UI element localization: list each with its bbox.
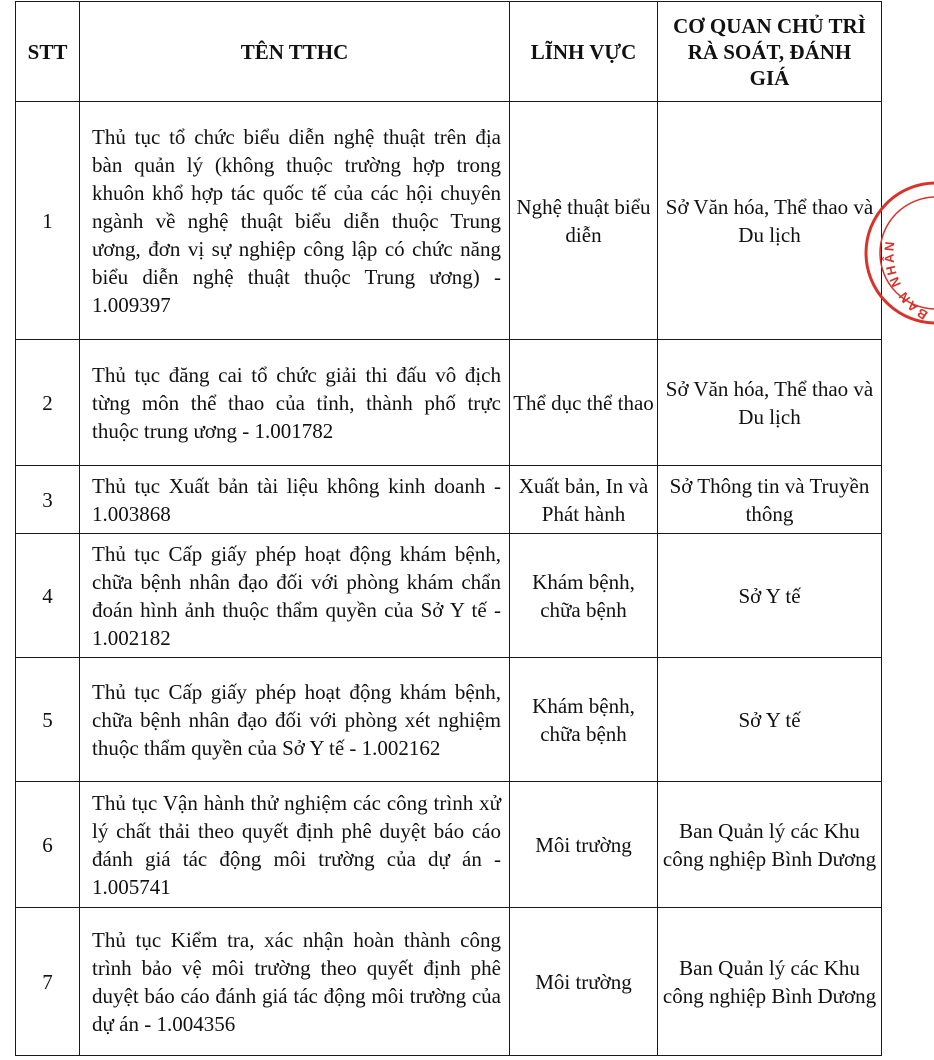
- row-agency: Sở Văn hóa, Thể thao và Du lịch: [658, 102, 882, 340]
- header-field: LĨNH VỰC: [510, 2, 658, 102]
- row-field: Nghệ thuật biểu diễn: [510, 102, 658, 340]
- row-agency: Ban Quản lý các Khu công nghiệp Bình Dương: [658, 782, 882, 908]
- row-agency: Sở Y tế: [658, 534, 882, 658]
- row-stt: 6: [16, 782, 80, 908]
- table-row: [16, 782, 882, 908]
- row-stt: 1: [16, 102, 80, 340]
- table-header-row: [16, 2, 882, 102]
- row-field: Xuất bản, In và Phát hành: [510, 466, 658, 534]
- table-row: [16, 102, 882, 340]
- row-procedure-name: Thủ tục Vận hành thử nghiệm các công trình xử lý chất thải theo quyết định phê duyệt báo cáo đánh giá tác động môi trường của dự án - 1.005741: [80, 782, 510, 908]
- row-field: Khám bệnh, chữa bệnh: [510, 658, 658, 782]
- table-row: [16, 466, 882, 534]
- stamp-text: [881, 239, 930, 323]
- row-field: Thể dục thể thao: [510, 340, 658, 466]
- row-procedure-name: Thủ tục tổ chức biểu diễn nghệ thuật trên địa bàn quản lý (không thuộc trường hợp trong khuôn khổ hợp tác quốc tế của các hội chuyên ngành về nghệ thuật biểu diễn thuộc Trung ương, đơn vị sự nghiệp công lập có chức năng biểu diễn nghệ thuật thuộc Trung ương) - 1.009397: [80, 102, 510, 340]
- row-procedure-name: Thủ tục Cấp giấy phép hoạt động khám bệnh, chữa bệnh nhân đạo đối với phòng xét nghiệm thuộc thẩm quyền của Sở Y tế - 1.002162: [80, 658, 510, 782]
- row-stt: 4: [16, 534, 80, 658]
- table-row: [16, 658, 882, 782]
- header-org: CƠ QUAN CHỦ TRÌ RÀ SOÁT, ĐÁNH GIÁ: [658, 2, 882, 102]
- row-procedure-name: Thủ tục đăng cai tổ chức giải thi đấu vô địch từng môn thể thao của tỉnh, thành phố trực thuộc trung ương - 1.001782: [80, 340, 510, 466]
- header-name: TÊN TTHC: [80, 2, 510, 102]
- row-field: Môi trường: [510, 782, 658, 908]
- row-stt: 7: [16, 908, 80, 1056]
- row-agency: Ban Quản lý các Khu công nghiệp Bình Dương: [658, 908, 882, 1056]
- row-procedure-name: Thủ tục Xuất bản tài liệu không kinh doanh - 1.003868: [80, 466, 510, 534]
- table-row: [16, 908, 882, 1056]
- row-stt: 2: [16, 340, 80, 466]
- table-row: [16, 534, 882, 658]
- stamp-text-path: BAN NHÂN: [881, 238, 931, 323]
- row-stt: 3: [16, 466, 80, 534]
- header-stt: STT: [16, 2, 80, 102]
- row-field: Khám bệnh, chữa bệnh: [510, 534, 658, 658]
- row-procedure-name: Thủ tục Cấp giấy phép hoạt động khám bệnh, chữa bệnh nhân đạo đối với phòng khám chẩn đoán hình ảnh thuộc thẩm quyền của Sở Y tế - 1.002182: [80, 534, 510, 658]
- red-seal-stamp: [864, 178, 934, 328]
- row-field: Môi trường: [510, 908, 658, 1056]
- row-agency: Sở Thông tin và Truyền thông: [658, 466, 882, 534]
- row-agency: Sở Y tế: [658, 658, 882, 782]
- row-stt: 5: [16, 658, 80, 782]
- row-procedure-name: Thủ tục Kiểm tra, xác nhận hoàn thành công trình bảo vệ môi trường theo quyết định phê duyệt báo cáo đánh giá tác động môi trường của dự án - 1.004356: [80, 908, 510, 1056]
- table-row: [16, 340, 882, 466]
- procedure-table: [15, 1, 882, 1056]
- row-agency: Sở Văn hóa, Thể thao và Du lịch: [658, 340, 882, 466]
